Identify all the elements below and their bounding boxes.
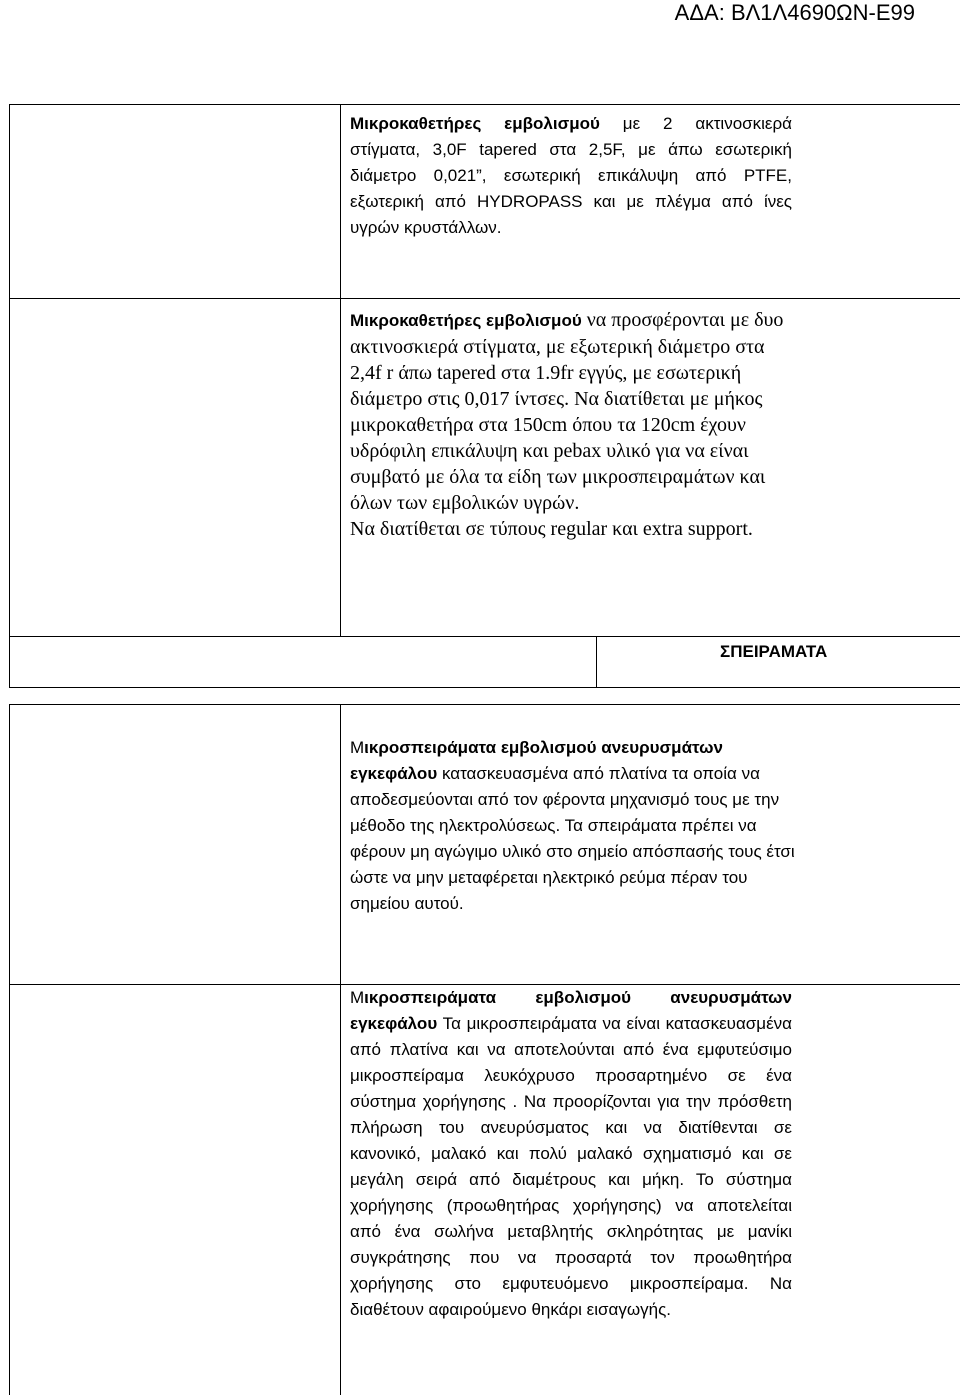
section-heading: ΣΠΕΙΡΑΜΑΤΑ (720, 642, 828, 661)
table-border (596, 636, 597, 688)
product-description (350, 111, 792, 241)
table-border (9, 298, 960, 299)
product-spec: Τα μικροσπειράματα να είναι κατασκευασμένα από πλατίνα και να αποτελούνται από ένα εμφυτεύσιμο μικροσπείραμα λευκόχρυσο προσαρτημένο σε ένα σύστημα χορήγησης . Να προορίζονται για την πρόσθετη πλήρωση του ανευρύσματος και να διατίθενται σε κανονικό, μαλακό και πολύ μαλακό σχηματισμό και σε μεγάλη σειρά από διαμέτρους και μήκη. Το σύστημα χορήγησης (προωθητήρας χορήγησης) να αποτελείται από ένα σωλήνα μεταβλητής σκληρότητας με μανίκι συγκράτησης που να προσαρτά τον προωθητήρα χορήγησης στο εμφυτευόμενο μικροσπείραμα. Να διαθέτουν αφαιρούμενο θηκάρι εισαγωγής. (350, 1014, 792, 1319)
table-border (9, 104, 960, 105)
table-border (9, 636, 960, 637)
ada-code: ΑΔΑ: ΒΛ1Λ4690ΩΝ-Ε99 (674, 0, 915, 25)
product-name-lead: Μ (350, 738, 365, 757)
table-border (9, 104, 10, 637)
product-spec: κατασκευασμένα από πλατίνα τα οποία να αποδεσμεύονται από τον φέροντα μηχανισμό τους με την μέθοδο της ηλεκτρολύσεως. Τα σπειράματα πρέπει να φέρουν μη αγώγιμο υλικό στο σημείο απόσπασής τους έτσι ώστε να μην μεταφέρεται ηλεκτρικό ρεύμα πέραν του σημείου αυτού. (350, 764, 795, 913)
table-border (9, 636, 10, 688)
product-name: ικροσπειράματα εμβολισμού ανευρυσμάτων εγκεφάλου (350, 738, 723, 783)
product-description (350, 985, 792, 1323)
product-description (350, 307, 790, 542)
product-description (350, 735, 798, 917)
table-border (9, 704, 960, 705)
table-border (340, 104, 341, 637)
table-border (340, 704, 341, 1395)
product-spec: να προσφέρονται με δυο ακτινοσκιερά στίγματα, με εξωτερική διάμετρο στα 2,4f r άπω tapered στα 1.9fr εγγύς, με εσωτερική διάμετρο στις 0,017 ίντσες. Να διατίθεται με μήκος μικροκαθετήρα στα 150cm όπου τα 120cm έχουν υδρόφιλη επικάλυψη και pebax υλικό για να είναι συμβατό με όλα τα είδη των μικροσπειραμάτων και όλων των εμβολικών υγρών. (350, 309, 784, 514)
product-name: Μικροκαθετήρες εμβολισμού (350, 114, 600, 133)
product-name: ικροσπειράματα εμβολισμού ανευρυσμάτων εγκεφάλου (350, 988, 792, 1033)
product-spec: με 2 ακτινοσκιερά στίγματα, 3,0F tapered στα 2,5F, με άπω εσωτερική διάμετρο 0,021”, εσωτερική επικάλυψη από PTFE, εξωτερική από HYDROPASS και με πλέγμα από ίνες υγρών κρυστάλλων. (350, 114, 792, 237)
table-border (9, 704, 10, 1395)
product-spec-types: Να διατίθεται σε τύπους regular και extra support. (350, 518, 753, 540)
product-name: Μικροκαθετήρες εμβολισμού (350, 311, 582, 330)
product-name-lead: Μ (350, 988, 365, 1007)
table-border (9, 687, 960, 688)
